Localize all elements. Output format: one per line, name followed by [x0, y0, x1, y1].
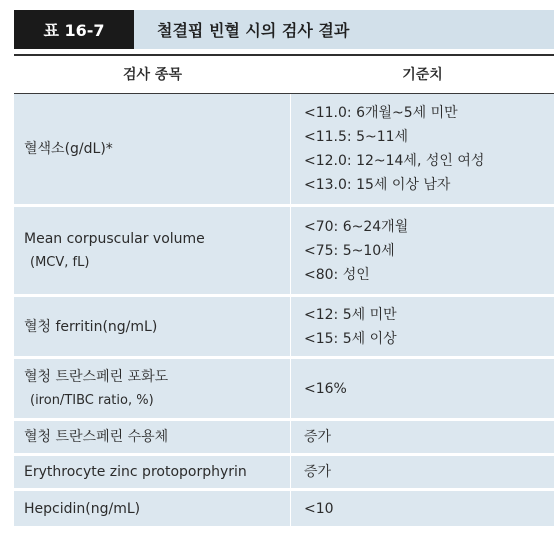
table-number-tag: 표 16-7 — [14, 10, 134, 49]
table-row — [14, 207, 554, 297]
reference-value: <11.5: 5~11세 — [304, 129, 409, 145]
table-row — [14, 421, 554, 456]
test-item-subname: (iron/TIBC ratio, %) — [30, 392, 154, 408]
test-item-name: 혈청 트란스페린 수용체 — [24, 429, 169, 445]
reference-value: 증가 — [304, 429, 332, 445]
table-row — [14, 359, 554, 421]
reference-value: <11.0: 6개월~5세 미만 — [304, 105, 458, 121]
reference-value: <13.0: 15세 이상 남자 — [304, 177, 451, 193]
test-item-subname: (MCV, fL) — [30, 254, 90, 270]
table-row — [14, 297, 554, 359]
test-item-name: Erythrocyte zinc protoporphyrin — [24, 464, 247, 480]
header-reference-value: 기준치 — [402, 66, 443, 83]
reference-value: <12.0: 12~14세, 성인 여성 — [304, 153, 485, 169]
table-row — [14, 456, 554, 491]
header-test-item: 검사 종목 — [123, 66, 182, 83]
reference-value: <10 — [304, 500, 334, 517]
table-row — [14, 491, 554, 526]
reference-value: 증가 — [304, 464, 332, 480]
reference-value: <15: 5세 이상 — [304, 330, 397, 347]
table-header-row — [14, 56, 554, 94]
reference-value: <12: 5세 미만 — [304, 306, 397, 323]
table-title-bar — [14, 10, 554, 49]
reference-value: <16% — [304, 380, 347, 397]
reference-value: <75: 5~10세 — [304, 242, 395, 259]
test-item-name: 혈청 트란스페린 포화도 — [24, 368, 169, 385]
test-item-name: Mean corpuscular volume — [24, 230, 205, 247]
table-row — [14, 94, 554, 207]
table-title: 철결핍 빈혈 시의 검사 결과 — [157, 21, 350, 40]
test-item-name: 혈청 ferritin(ng/mL) — [24, 318, 158, 335]
test-item-name: 혈색소(g/dL)* — [24, 141, 113, 157]
reference-value: <70: 6~24개월 — [304, 218, 409, 235]
results-table — [14, 54, 554, 526]
reference-value: <80: 성인 — [304, 266, 370, 283]
test-item-name: Hepcidin(ng/mL) — [24, 500, 141, 517]
